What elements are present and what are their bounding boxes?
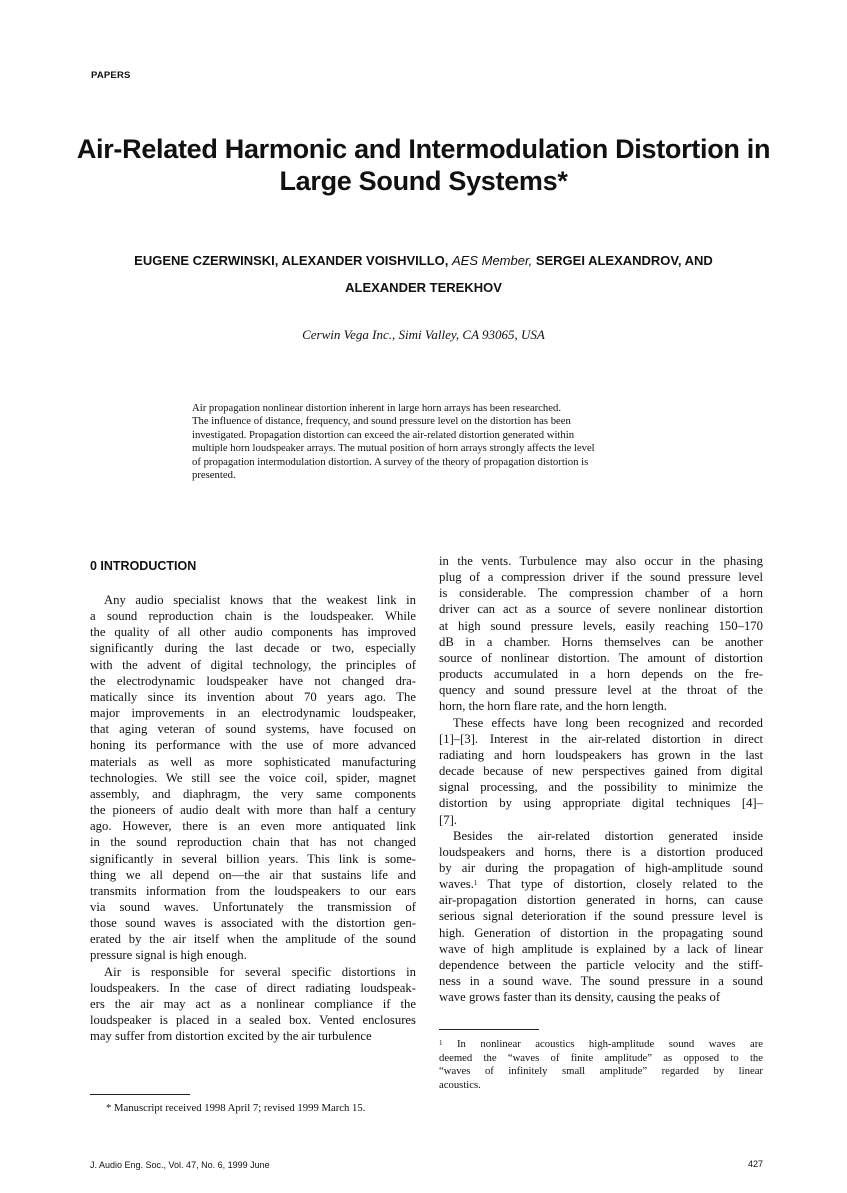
text-line: [1]–[3]. Interest in the air-related distortion in direct (439, 731, 763, 746)
footnote-line: “waves of infinitely small amplitude” regarded by linear (439, 1065, 763, 1077)
text-line: pressure signal is high enough. (90, 948, 247, 963)
footnote-line: deemed the “waves of finite amplitude” as opposed to the (439, 1051, 763, 1064)
abstract-line: investigated. Propagation distortion can exceed the air-related distortion generated within (192, 428, 575, 441)
text-line: Air is responsible for several specific distortions in (104, 964, 416, 979)
text-line: wave of high amplitude is explained by a lack of linear (439, 941, 763, 956)
footnote-number: 1 (439, 1039, 443, 1047)
text-line: in the sound reproduction chain that has not changed (90, 835, 416, 850)
text-line: distortion by using appropriate digital techniques [4]– (439, 796, 763, 811)
text-line: loudspeakers and horns, there is a distortion produced (439, 844, 763, 859)
section-label: PAPERS (91, 70, 131, 81)
text-line: horn, the horn flare rate, and the horn length. (439, 699, 667, 714)
text-line: source of nonlinear distortion. The amount of distortion (439, 650, 763, 665)
text-line: Any audio specialist knows that the weakest link in (104, 593, 416, 607)
author-list (90, 247, 757, 301)
paper-title-line-2: Large Sound Systems* (279, 166, 568, 196)
paper-title-line-1: Air-Related Harmonic and Intermodulation Distortion in (76, 134, 771, 164)
text-line: loudspeaker is placed in a sealed box. Vented enclosures (90, 1013, 416, 1028)
author-line-2: ALEXANDER TEREKHOV (345, 280, 502, 295)
text-line: products accumulated in a horn depends on the fre- (439, 667, 763, 682)
text-line: a sound reproduction chain is the loudspeaker. While (90, 609, 416, 624)
text-line: assembly, and diaphragm, the very same components (90, 786, 416, 801)
text-line: materials as well as more sophisticated manufacturing (90, 754, 416, 769)
text-line: decade because of new perspectives gained from digital (439, 764, 763, 779)
text-line: by air during the propagation of high-amplitude sound (439, 860, 763, 875)
text-line: serious signal deterioration if the sound pressure level is (439, 909, 763, 924)
text-line: erated by the air itself when the amplitude of the sound (90, 932, 416, 947)
abstract-line: The influence of distance, frequency, and sound pressure level on the distortion has been (192, 415, 571, 428)
text-line: ers the air may act as a nonlinear compliance if the (90, 996, 416, 1011)
footnote-line: acoustics. (439, 1078, 481, 1091)
section-heading-introduction: 0 INTRODUCTION (90, 559, 197, 573)
text-line: Besides the air-related distortion generated inside (453, 828, 763, 843)
text-line: may suffer from distortion excited by the air turbulence (90, 1029, 372, 1044)
text-line: the pioneers of audio dealt with more than half a century (90, 803, 416, 818)
abstract-line: multiple horn loudspeaker arrays. The mutual position of horn arrays strongly affects the level (192, 442, 595, 455)
text-line: air-propagation distortion generated in horns, can cause (439, 893, 763, 908)
text-line: plug of a compression driver if the sound pressure level (439, 570, 763, 585)
abstract (192, 402, 658, 482)
abstract-line: Air propagation nonlinear distortion inherent in large horn arrays has been researched. (192, 402, 561, 414)
text-line: matically since its invention about 70 years ago. The (90, 689, 416, 704)
text-line: dB in a chamber. Horns themselves can be another (439, 634, 763, 649)
abstract-line: presented. (192, 469, 236, 482)
footnote-rule-right (439, 1029, 539, 1030)
text-line: transmits information from the loudspeakers to our ears (90, 883, 416, 898)
footnote-marker: * (106, 1102, 112, 1114)
paper-title (60, 133, 787, 197)
footnote-1 (439, 1038, 763, 1092)
text-line: radiating and horn loudspeakers has grown in the last (439, 747, 763, 762)
text-line: These effects have long been recognized and recorded (453, 715, 763, 730)
page-number: 427 (747, 1159, 763, 1169)
footnote-line: $^1$ In nonlinear acoustics high-amplitude sound waves are (439, 1038, 763, 1050)
text-line: via sound waves. Unfortunately the transmission of (90, 899, 416, 914)
author-line-1 (90, 247, 757, 274)
text-line: wave grows faster than its density, causing the peaks of (439, 990, 721, 1005)
aes-member-note: AES Member, (452, 253, 533, 268)
text-line: the quality of all other audio components has improved (90, 625, 416, 640)
abstract-line: of propagation intermodulation distortion. A survey of the theory of propagation distortion is (192, 455, 589, 468)
text-line: at high sound pressure levels, easily reaching 150–170 (439, 618, 763, 633)
author-names-part-2: SERGEI ALEXANDROV, AND (535, 253, 713, 268)
left-column-text (90, 592, 416, 1044)
text-line: those sound waves is associated with the distortion gen- (90, 916, 416, 931)
text-line: significantly in several billion years. This link is some- (90, 851, 416, 866)
text-line: honing its performance with the use of more advanced (90, 738, 416, 753)
text-line: loudspeakers. In the case of direct radiating loudspeak- (90, 980, 416, 995)
text-line: high. Generation of distortion in the propagating sound (439, 925, 763, 940)
text-line: major improvements in an electrodynamic loudspeaker, (90, 706, 416, 721)
text-line: signal processing, and the possibility to minimize the (439, 780, 763, 795)
right-column-text (439, 553, 763, 1005)
footnote-rule-left (90, 1094, 190, 1095)
text-line: dependence between the particle velocity and the stiff- (439, 957, 763, 972)
footnote-reference: 1 (473, 879, 478, 888)
author-names-part-1: EUGENE CZERWINSKI, ALEXANDER VOISHVILLO, (134, 253, 449, 268)
journal-reference: J. Audio Eng. Soc., Vol. 47, No. 6, 1999 June (90, 1160, 270, 1170)
text-line: waves.$^1$ That type of distortion, closely related to the (439, 877, 763, 892)
text-line: the electrodynamic loudspeaker have not changed dra- (90, 673, 416, 688)
manuscript-footnote (106, 1102, 365, 1114)
text-line: with the advent of digital technology, the principles of (90, 657, 416, 672)
text-line: driver can act as a source of severe nonlinear distortion (439, 602, 763, 617)
text-line: significantly during the last decade or two, especially (90, 641, 416, 656)
text-line: is considerable. The compression chamber of a horn (439, 586, 763, 601)
text-line: technologies. We still see the voice coil, spider, magnet (90, 770, 416, 785)
text-line: thing we all depend on—the air that sustains life and (90, 867, 416, 882)
manuscript-note-text: Manuscript received 1998 April 7; revised 1999 March 15. (114, 1102, 366, 1114)
affiliation: Cerwin Vega Inc., Simi Valley, CA 93065, USA (302, 327, 545, 342)
text-line: quency and sound pressure level at the throat of the (439, 683, 763, 698)
text-line: in the vents. Turbulence may also occur in the phasing (439, 554, 763, 568)
text-line: that aging veteran of sound systems, have focused on (90, 722, 416, 737)
text-line: [7]. (439, 812, 457, 827)
text-line: ness in a sound wave. The sound pressure in a sound (439, 974, 763, 989)
text-line: ago. However, there is an even more antiquated link (90, 819, 416, 834)
